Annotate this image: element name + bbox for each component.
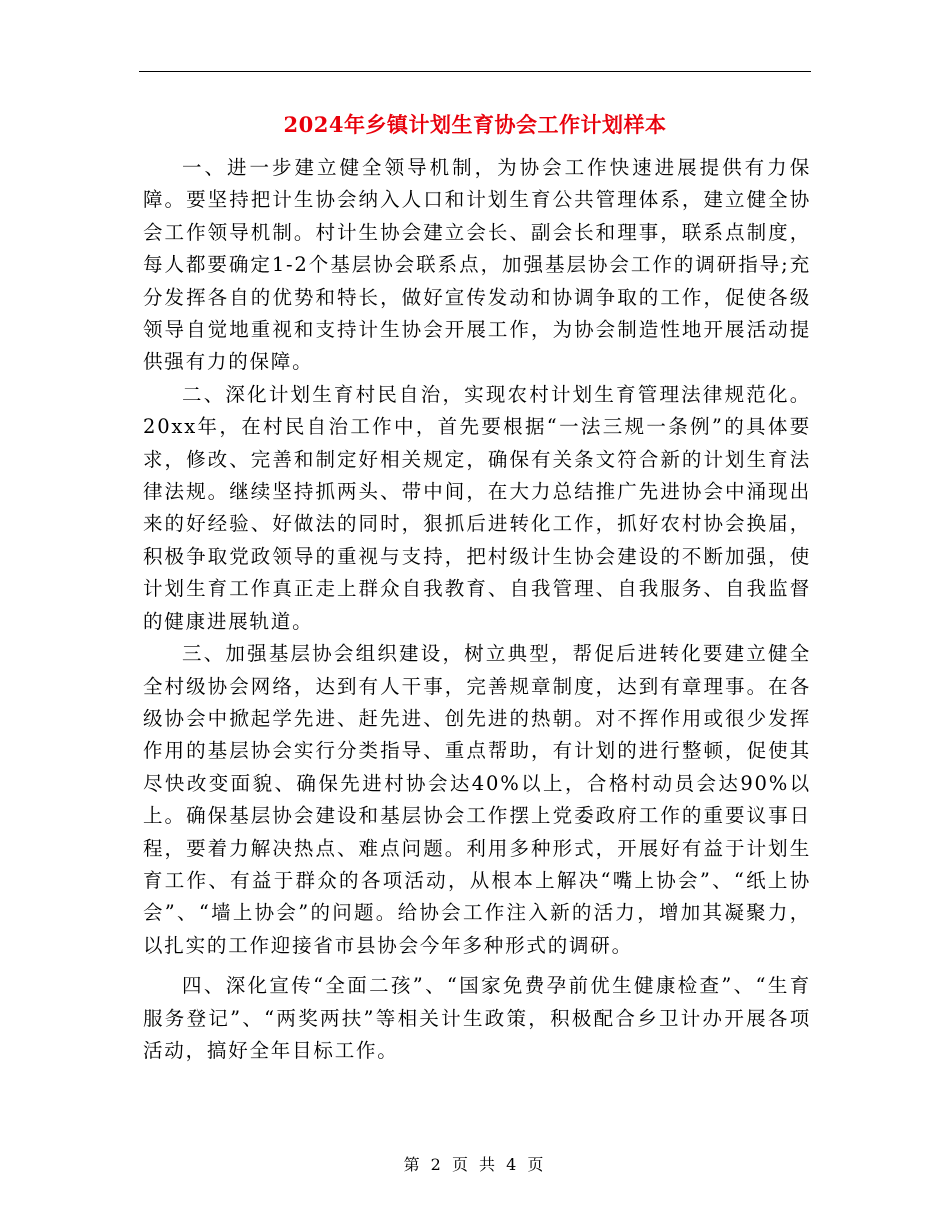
paragraph-3: 三、加强基层协会组织建设，树立典型，帮促后进转化要建立健全全村级协会网络，达到有人干事，完善规章制度，达到有章理事。在各级协会中掀起学先进、赶先进、创先进的热朝。对不挥作用或很少发挥作用的基层协会实行分类指导、重点帮助，有计划的进行整顿，促使其尽快改变面貌、确保先进村协会达40%以上，合格村动员会达90%以上。确保基层协会建设和基层协会工作摆上党委政府工作的重要议事日程，要着力解决热点、难点问题。利用多种形式，开展好有益于计划生育工作、有益于群众的各项活动，从根本上解决“嘴上协会”、“纸上协会”、“墙上协会”的问题。给协会工作注入新的活力，增加其凝聚力，以扎实的工作迎接省市县协会今年多种形式的调研。 <box>143 642 811 957</box>
page-number: 第 2 页 共 4 页 <box>403 1155 547 1174</box>
paragraph-1: 一、进一步建立健全领导机制，为协会工作快速进展提供有力保障。要坚持把计生协会纳入人口和计划生育公共管理体系，建立健全协会工作领导机制。村计生协会建立会长、副会长和理事，联系点制度，每人都要确定1-2个基层协会联系点，加强基层协会工作的调研指导;充分发挥各自的优势和特长，做好宣传发动和协调争取的工作，促使各级领导自觉地重视和支持计生协会开展工作，为协会制造性地开展活动提供强有力的保障。 <box>143 156 811 374</box>
document-body <box>143 152 811 1067</box>
paragraph-4: 四、深化宣传“全面二孩”、“国家免费孕前优生健康检查”、“生育服务登记”、“两奖两扶”等相关计生政策，积极配合乡卫计办开展各项活动，搞好全年目标工作。 <box>143 974 811 1062</box>
document-title: 2024年乡镇计划生育协会工作计划样本 <box>283 112 667 137</box>
header-rule <box>139 71 811 72</box>
paragraph-2: 二、深化计划生育村民自治，实现农村计划生育管理法律规范化。20xx年，在村民自治工作中，首先要根据“一法三规一条例”的具体要求，修改、完善和制定好相关规定，确保有关条文符合新的计划生育法律法规。继续坚持抓两头、带中间，在大力总结推广先进协会中涌现出来的好经验、好做法的同时，狠抓后进转化工作，抓好农村协会换届，积极争取党政领导的重视与支持，把村级计生协会建设的不断加强，使计划生育工作真正走上群众自我教育、自我管理、自我服务、自我监督的健康进展轨道。 <box>143 382 811 633</box>
